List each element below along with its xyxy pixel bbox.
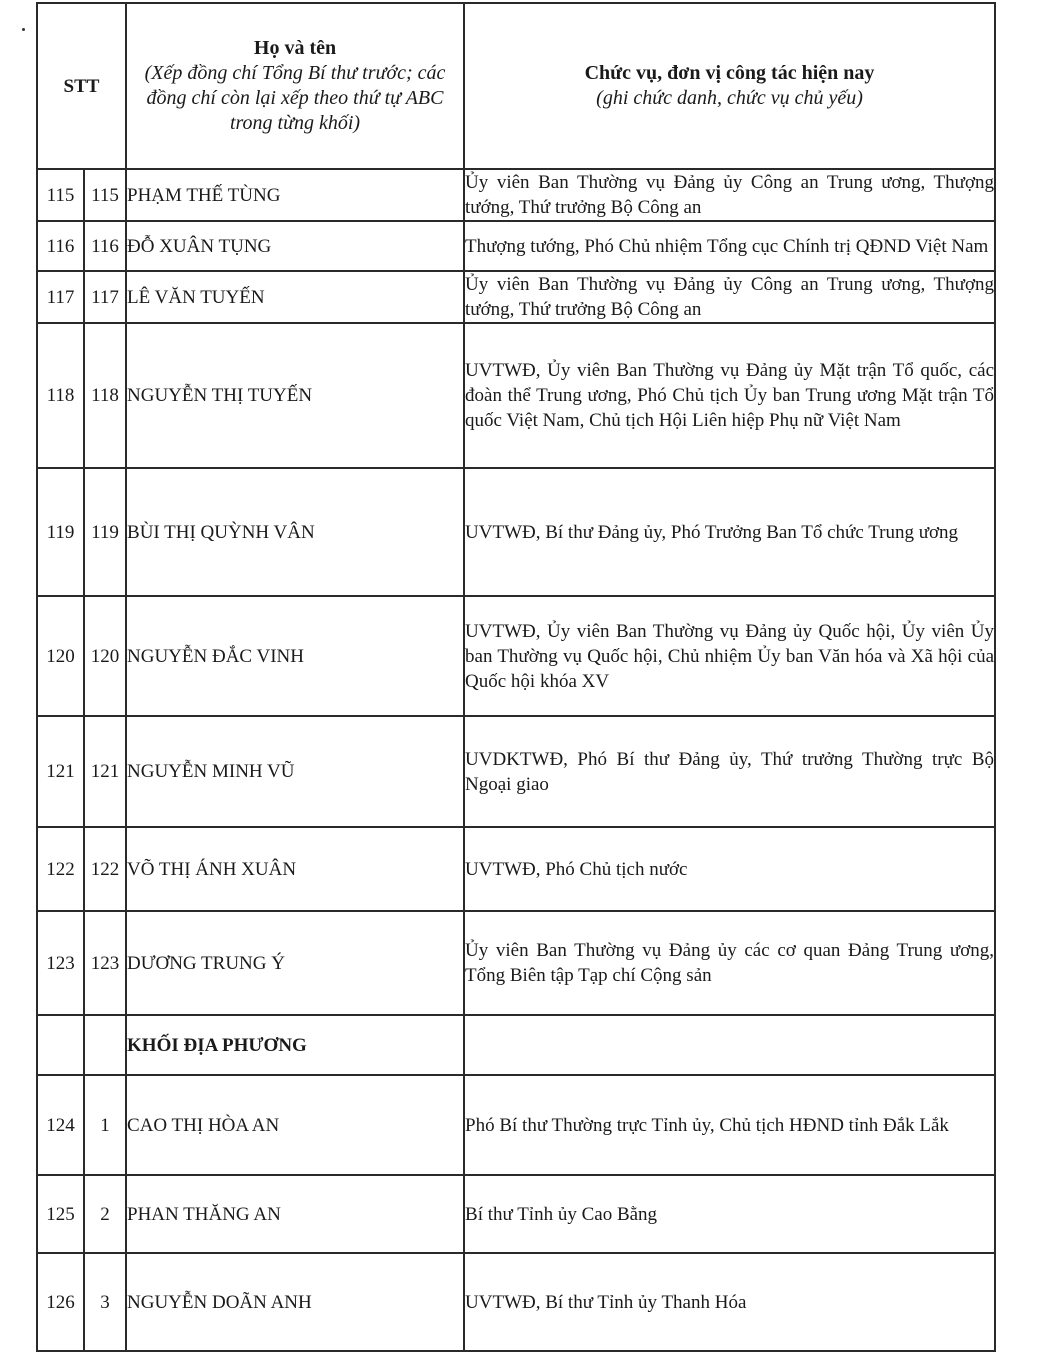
row-sub-stt: 1: [84, 1075, 126, 1175]
row-sub-stt: 2: [84, 1175, 126, 1253]
row-sub-stt: 116: [84, 221, 126, 271]
row-position: Phó Bí thư Thường trực Tỉnh ủy, Chủ tịch HĐND tỉnh Đắk Lắk: [464, 1075, 995, 1175]
row-name: BÙI THỊ QUỲNH VÂN: [126, 468, 464, 596]
row-name: NGUYỄN THỊ TUYẾN: [126, 323, 464, 468]
section-empty-cell: [84, 1015, 126, 1075]
row-sub-stt: 3: [84, 1253, 126, 1351]
table-row: [37, 1075, 995, 1175]
row-position: Bí thư Tỉnh ủy Cao Bằng: [464, 1175, 995, 1253]
table-row: [37, 596, 995, 716]
table-row: [37, 827, 995, 911]
header-position-title: Chức vụ, đơn vị công tác hiện nay: [584, 62, 875, 84]
row-sub-stt: 121: [84, 716, 126, 827]
row-stt: 126: [37, 1253, 84, 1351]
header-position: [464, 3, 995, 169]
row-sub-stt: 117: [84, 271, 126, 323]
table-row: [37, 169, 995, 221]
row-position: UVTWĐ, Bí thư Tỉnh ủy Thanh Hóa: [464, 1253, 995, 1351]
section-empty-cell: [464, 1015, 995, 1075]
header-name: [126, 3, 464, 169]
row-position: Ủy viên Ban Thường vụ Đảng ủy Công an Trung ương, Thượng tướng, Thứ trưởng Bộ Công an: [464, 169, 995, 221]
scan-speck: [22, 28, 25, 31]
row-stt: 118: [37, 323, 84, 468]
row-stt: 121: [37, 716, 84, 827]
row-stt: 115: [37, 169, 84, 221]
row-stt: 120: [37, 596, 84, 716]
row-name: PHAN THĂNG AN: [126, 1175, 464, 1253]
row-stt: 117: [37, 271, 84, 323]
row-name: NGUYỄN ĐẮC VINH: [126, 596, 464, 716]
table-row: [37, 323, 995, 468]
row-name: LÊ VĂN TUYẾN: [126, 271, 464, 323]
header-position-subtitle: (ghi chức danh, chức vụ chủ yếu): [596, 87, 863, 109]
row-position: Thượng tướng, Phó Chủ nhiệm Tổng cục Chính trị QĐND Việt Nam: [464, 221, 995, 271]
table-row: [37, 271, 995, 323]
row-sub-stt: 120: [84, 596, 126, 716]
row-stt: 122: [37, 827, 84, 911]
row-position: UVTWĐ, Ủy viên Ban Thường vụ Đảng ủy Quốc hội, Ủy viên Ủy ban Thường vụ Quốc hội, Chủ nhiệm Ủy ban Văn hóa và Xã hội của Quốc hội khóa XV: [464, 596, 995, 716]
row-position: UVTWĐ, Bí thư Đảng ủy, Phó Trưởng Ban Tổ chức Trung ương: [464, 468, 995, 596]
row-position: Ủy viên Ban Thường vụ Đảng ủy các cơ quan Đảng Trung ương, Tổng Biên tập Tạp chí Cộng sản: [464, 911, 995, 1015]
section-empty-cell: [37, 1015, 84, 1075]
row-name: NGUYỄN DOÃN ANH: [126, 1253, 464, 1351]
row-sub-stt: 119: [84, 468, 126, 596]
row-name: VÕ THỊ ÁNH XUÂN: [126, 827, 464, 911]
row-name: NGUYỄN MINH VŨ: [126, 716, 464, 827]
row-stt: 125: [37, 1175, 84, 1253]
roster-table: [36, 2, 996, 1352]
header-stt: STT: [37, 3, 126, 169]
row-stt: 123: [37, 911, 84, 1015]
row-sub-stt: 118: [84, 323, 126, 468]
row-sub-stt: 122: [84, 827, 126, 911]
header-name-subtitle: (Xếp đồng chí Tổng Bí thư trước; các đồng chí còn lại xếp theo thứ tự ABC trong từng khối): [144, 62, 446, 134]
table-row: [37, 911, 995, 1015]
row-stt: 124: [37, 1075, 84, 1175]
row-stt: 116: [37, 221, 84, 271]
row-sub-stt: 115: [84, 169, 126, 221]
header-row: [37, 3, 995, 169]
table-row: [37, 221, 995, 271]
row-position: UVTWĐ, Ủy viên Ban Thường vụ Đảng ủy Mặt trận Tổ quốc, các đoàn thể Trung ương, Phó Chủ tịch Ủy ban Trung ương Mặt trận Tổ quốc Việt Nam, Chủ tịch Hội Liên hiệp Phụ nữ Việt Nam: [464, 323, 995, 468]
table-row: [37, 468, 995, 596]
table-row: [37, 716, 995, 827]
row-name: DƯƠNG TRUNG Ý: [126, 911, 464, 1015]
row-position: UVTWĐ, Phó Chủ tịch nước: [464, 827, 995, 911]
section-row: [37, 1015, 995, 1075]
section-title: KHỐI ĐỊA PHƯƠNG: [126, 1015, 464, 1075]
row-stt: 119: [37, 468, 84, 596]
header-name-title: Họ và tên: [253, 37, 337, 59]
row-position: Ủy viên Ban Thường vụ Đảng ủy Công an Trung ương, Thượng tướng, Thứ trưởng Bộ Công an: [464, 271, 995, 323]
row-name: PHẠM THẾ TÙNG: [126, 169, 464, 221]
table-row: [37, 1253, 995, 1351]
row-position: UVDKTWĐ, Phó Bí thư Đảng ủy, Thứ trưởng Thường trực Bộ Ngoại giao: [464, 716, 995, 827]
row-name: CAO THỊ HÒA AN: [126, 1075, 464, 1175]
row-name: ĐỖ XUÂN TỤNG: [126, 221, 464, 271]
table-row: [37, 1175, 995, 1253]
row-sub-stt: 123: [84, 911, 126, 1015]
